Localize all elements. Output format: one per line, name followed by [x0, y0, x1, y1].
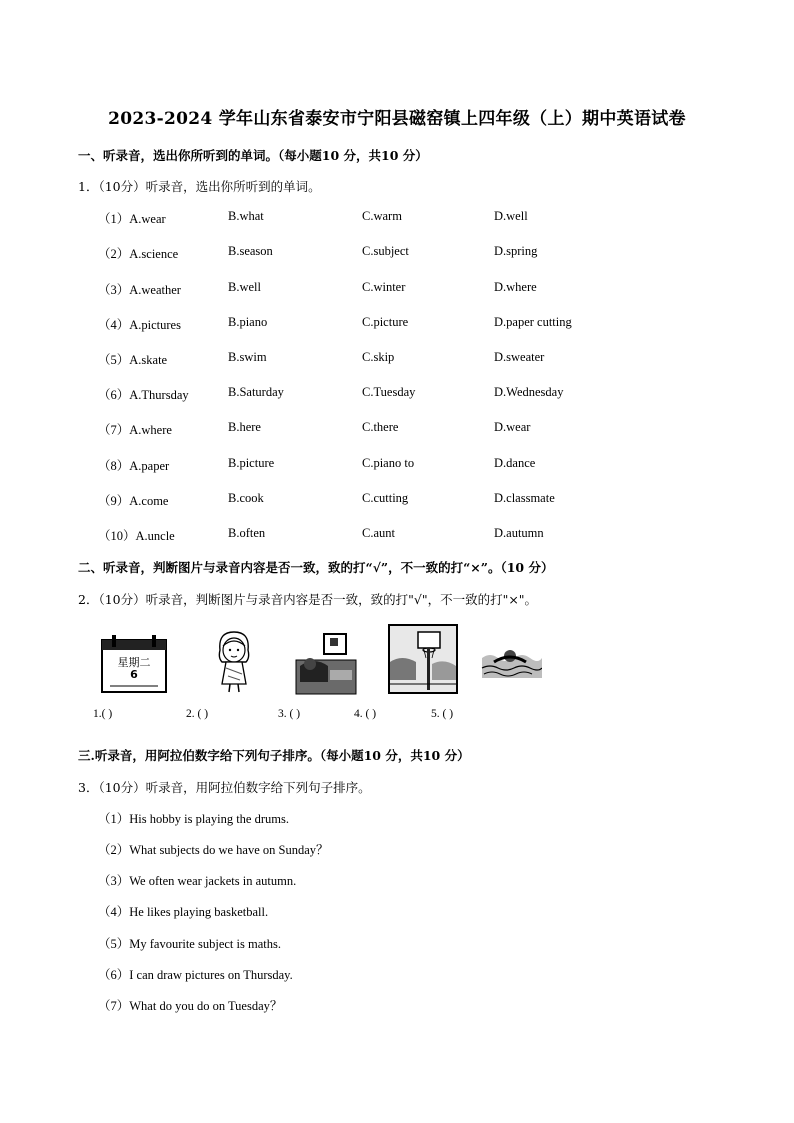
option-row — [98, 350, 718, 368]
option-d: D.classmate — [494, 491, 555, 505]
question3-prompt: 3．（10分）听录音，用阿拉伯数字给下列句子排序。 — [78, 780, 371, 795]
option-c: C.there — [362, 420, 399, 434]
option-a: （10）A.uncle — [98, 529, 175, 543]
option-a: （6）A.Thursday — [98, 388, 189, 402]
option-d: D.where — [494, 280, 537, 294]
option-a: （8）A.paper — [98, 459, 170, 473]
option-a: （1）A.wear — [98, 212, 166, 226]
section2-heading: 二、听录音，判断图片与录音内容是否一致，致的打“√”，不一致的打“×”。（10 分） — [78, 560, 554, 575]
section3-heading: 三.听录音，用阿拉伯数字给下列句子排序。（每小题10 分，共10 分） — [78, 748, 470, 763]
sentence-item: （1）His hobby is playing the drums. — [98, 812, 289, 826]
answer-blank-4[interactable]: 4. ( ) — [354, 708, 377, 720]
option-a: （5）A.skate — [98, 353, 168, 367]
basketball-hoop-picture — [388, 624, 458, 694]
option-row — [98, 244, 718, 262]
section1-heading: 一、听录音，选出你所听到的单词。（每小题10 分，共10 分） — [78, 148, 428, 163]
girl-picture — [210, 628, 258, 694]
option-a: （4）A.pictures — [98, 318, 181, 332]
option-c: C.picture — [362, 315, 409, 329]
option-d: D.dance — [494, 456, 536, 470]
sentence-item: （4）He likes playing basketball. — [98, 905, 269, 919]
option-b: B.well — [228, 280, 261, 294]
option-c: C.piano to — [362, 456, 415, 470]
answer-blank-1[interactable]: 1.( ) — [93, 708, 113, 720]
sentence-item: （7）What do you do on Tuesday？ — [98, 999, 283, 1013]
answer-blank-2[interactable]: 2. ( ) — [186, 708, 209, 720]
option-a: （7）A.where — [98, 423, 172, 437]
option-b: B.Saturday — [228, 385, 284, 399]
option-b: B.often — [228, 526, 266, 540]
question1-prompt: 1．（10分）听录音，选出你所听到的单词。 — [78, 179, 321, 194]
option-a: （2）A.science — [98, 247, 179, 261]
option-c: C.skip — [362, 350, 395, 364]
option-d: D.Wednesday — [494, 385, 564, 399]
option-b: B.season — [228, 244, 273, 258]
option-b: B.here — [228, 420, 261, 434]
option-c: C.winter — [362, 280, 406, 294]
option-row — [98, 526, 718, 544]
page-title: 2023-2024 学年山东省泰安市宁阳县磁窑镇上四年级（上）期中英语试卷 — [108, 109, 686, 129]
option-row — [98, 315, 718, 333]
option-b: B.cook — [228, 491, 264, 505]
option-row — [98, 280, 718, 298]
calendar-date: 6 — [130, 668, 138, 681]
sentence-item: （5）My favourite subject is maths. — [98, 937, 281, 951]
answer-blank-5[interactable]: 5. ( ) — [431, 708, 454, 720]
option-c: C.subject — [362, 244, 409, 258]
calendar-picture — [100, 634, 168, 694]
option-a: （3）A.weather — [98, 283, 181, 297]
option-c: C.Tuesday — [362, 385, 416, 399]
option-c: C.cutting — [362, 491, 409, 505]
question2-prompt: 2．（10分）听录音，判断图片与录音内容是否一致，致的打"√"，不一致的打"×"。 — [78, 592, 538, 607]
sentence-item: （3）We often wear jackets in autumn. — [98, 874, 297, 888]
option-d: D.spring — [494, 244, 538, 258]
option-b: B.piano — [228, 315, 268, 329]
swimming-picture — [480, 638, 542, 684]
option-d: D.paper cutting — [494, 315, 572, 329]
option-row — [98, 491, 718, 509]
option-c: C.warm — [362, 209, 402, 223]
option-row — [98, 209, 718, 227]
option-d: D.wear — [494, 420, 531, 434]
option-a: （9）A.come — [98, 494, 169, 508]
sentence-item: （6）I can draw pictures on Thursday. — [98, 968, 293, 982]
option-c: C.aunt — [362, 526, 395, 540]
desk-picture — [294, 632, 358, 696]
sentence-item: （2）What subjects do we have on Sunday？ — [98, 843, 329, 857]
option-d: D.well — [494, 209, 528, 223]
option-b: B.picture — [228, 456, 275, 470]
option-d: D.sweater — [494, 350, 545, 364]
option-b: B.swim — [228, 350, 267, 364]
answer-blank-3[interactable]: 3. ( ) — [278, 708, 301, 720]
calendar-day: 星期二 — [117, 656, 151, 669]
option-d: D.autumn — [494, 526, 544, 540]
option-b: B.what — [228, 209, 264, 223]
option-row — [98, 456, 718, 474]
option-row — [98, 420, 718, 438]
option-row — [98, 385, 718, 403]
